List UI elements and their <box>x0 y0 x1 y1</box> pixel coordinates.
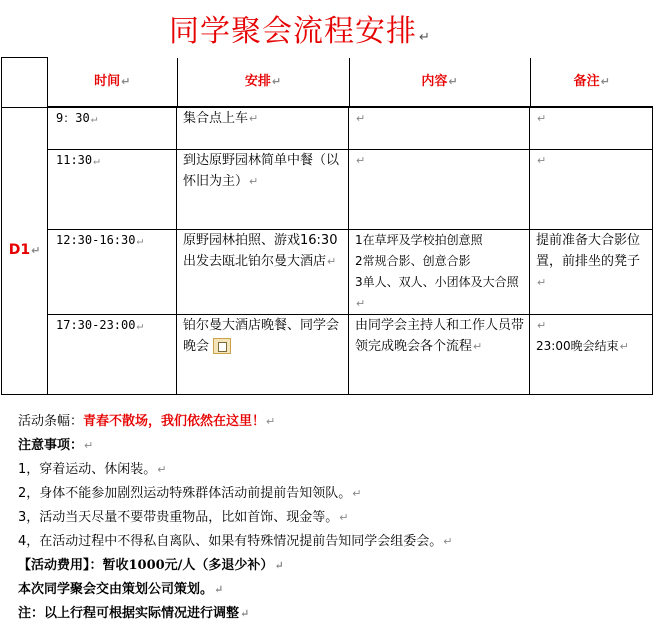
header-content: 内容↵ <box>349 58 530 107</box>
footnote-line: 注：以上行程可根据实际情况进行调整↵ <box>18 606 250 621</box>
notes-heading: 注意事项：↵ <box>18 438 94 453</box>
note-item: 1，穿着运动、休闲装。↵ <box>18 462 167 477</box>
row-remark: ↵ <box>530 107 653 149</box>
note-item: 3，活动当天尽量不要带贵重物品，比如首饰、现金等。↵ <box>18 510 349 525</box>
content-line: 1在草坪及学校拍创意照 <box>355 232 483 247</box>
content-line: 3单人、双人、小团体及大合照↵ <box>355 274 519 310</box>
header-arrange: 安排↵ <box>177 58 349 107</box>
row-arrange: 铂尔曼大酒店晚餐、同学会晚会 <box>177 314 349 394</box>
row-time: 11:30↵ <box>48 149 177 229</box>
banner-text: 青春不散场，我们依然在这里！ <box>83 414 266 429</box>
row-arrange: 集合点上车↵ <box>177 107 349 149</box>
row-content: ↵ <box>349 107 530 149</box>
row-remark: 提前准备大合影位置，前排坐的凳子↵ <box>530 229 653 314</box>
row-remark: ↵ 23:00晚会结束↵ <box>530 314 653 394</box>
schedule-table <box>1 57 653 395</box>
table-row <box>2 107 653 149</box>
note-item: 4，在活动过程中不得私自离队、如果有特殊情况提前告知同学会组委会。↵ <box>18 534 453 549</box>
notes-section <box>18 410 648 626</box>
header-remark: 备注↵ <box>530 58 653 107</box>
table-row <box>2 229 653 314</box>
organizer-line: 本次同学聚会交由策划公司策划。↵ <box>18 582 224 597</box>
row-arrange: 原野园林拍照、游戏16:30出发去瓯北铂尔曼大酒店↵ <box>177 229 349 314</box>
row-content <box>349 229 530 314</box>
paste-options-icon[interactable] <box>213 338 231 354</box>
row-content: 由同学会主持人和工作人员带领完成晚会各个流程↵ <box>349 314 530 394</box>
table-corner-cell <box>2 58 48 108</box>
row-time: 12:30-16:30↵ <box>48 229 177 314</box>
banner-line: 活动条幅：青春不散场，我们依然在这里！↵ <box>18 414 276 429</box>
row-arrange: 到达原野园林简单中餐（以怀旧为主）↵ <box>177 149 349 229</box>
row-time: 17:30-23:00↵ <box>48 314 177 394</box>
page-title: 同学聚会流程安排 ↵ <box>169 14 431 49</box>
row-time: 9：30↵ <box>48 107 177 149</box>
note-item: 2，身体不能参加剧烈运动特殊群体活动前提前告知领队。↵ <box>18 486 362 501</box>
table-row <box>2 149 653 229</box>
row-content: ↵ <box>349 149 530 229</box>
header-time: 时间↵ <box>48 58 177 107</box>
table-row <box>2 314 653 394</box>
fee-line: 【活动费用】：暂收1000元/人（多退少补）↵ <box>18 558 284 573</box>
content-line: 2常规合影、创意合影 <box>355 253 471 268</box>
row-remark: ↵ <box>530 149 653 229</box>
day-label: D1↵ <box>2 107 48 394</box>
